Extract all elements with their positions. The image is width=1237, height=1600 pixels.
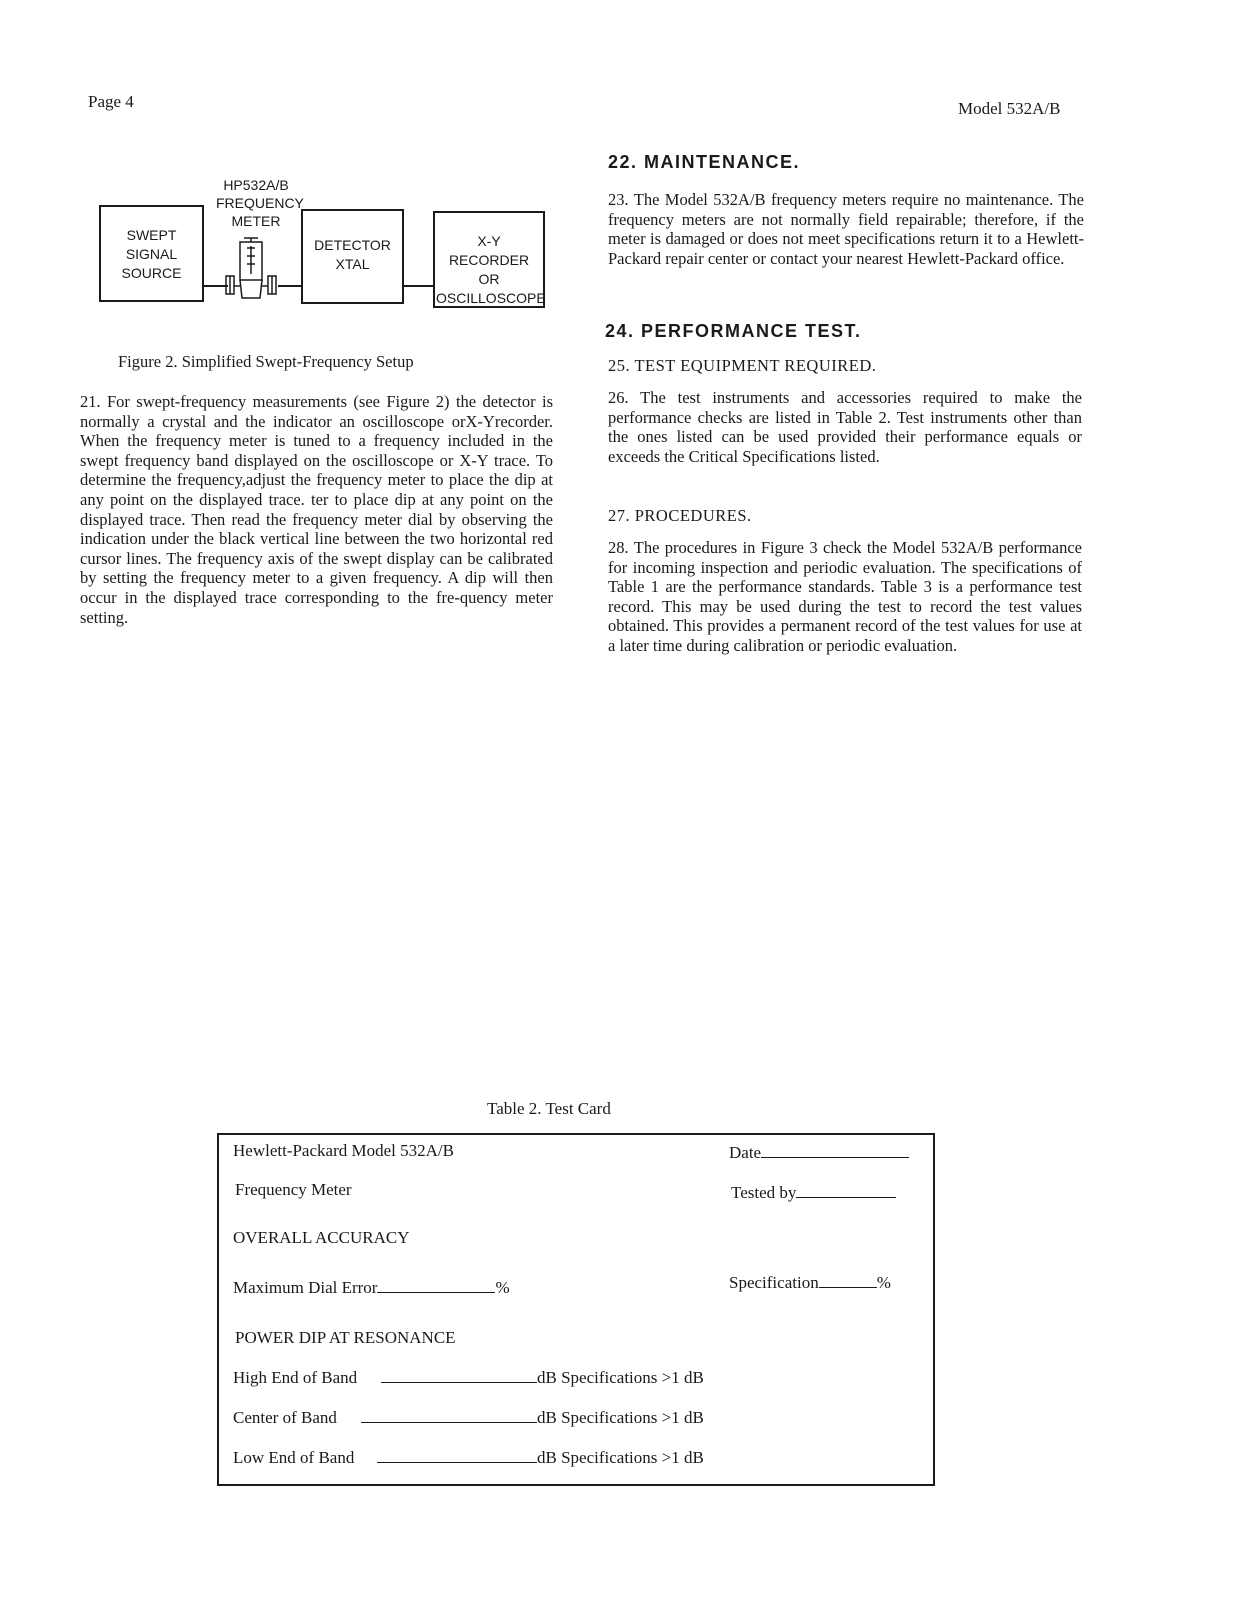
specification-field[interactable] <box>819 1286 877 1288</box>
source-label-line-1: SWEPT <box>126 227 177 243</box>
detector-label-line-2: XTAL <box>335 256 370 272</box>
subhead-test-equipment: 25. TEST EQUIPMENT REQUIRED. <box>608 356 877 375</box>
row-spec: Specifications <box>561 1368 658 1387</box>
date-label: Date <box>729 1143 762 1162</box>
meter-label-line-2: FREQUENCY <box>216 195 304 211</box>
row-unit: dB <box>537 1408 557 1427</box>
source-label-line-2: SIGNAL <box>125 246 178 262</box>
row-label: High End of Band <box>233 1368 358 1387</box>
row-unit: dB <box>537 1368 557 1387</box>
model-header: Model 532A/B <box>958 99 1061 118</box>
row-unit: dB <box>537 1448 557 1467</box>
date-row <box>729 1143 909 1163</box>
power-dip-row <box>233 1408 704 1428</box>
specification-row <box>729 1273 891 1293</box>
max-dial-error-percent: % <box>495 1278 510 1297</box>
card-product-line: Frequency Meter <box>235 1180 352 1199</box>
paragraph-23: 23. The Model 532A/B frequency meters require no maintenance. The frequency meters are not normally field repairable; therefore, if the meter is damaged or does not meet specifications return it to a Hewlett-Packard repair center or contact your nearest Hewlett-Packard office. <box>608 190 1084 268</box>
card-model-line: Hewlett-Packard Model 532A/B <box>233 1141 454 1160</box>
row-spec-value: >1 dB <box>661 1408 704 1427</box>
tested-by-label: Tested by <box>731 1183 797 1202</box>
specification-label: Specification <box>729 1273 819 1292</box>
heading-maintenance: 22. MAINTENANCE. <box>608 152 801 172</box>
row-spec-value: >1 dB <box>661 1368 704 1387</box>
power-dip-row <box>233 1368 704 1388</box>
power-dip-heading: POWER DIP AT RESONANCE <box>235 1328 456 1347</box>
meter-label-line-1: HP532A/B <box>223 177 289 193</box>
row-spec: Specifications <box>561 1408 658 1427</box>
recorder-label-line-3: OSCILLOSCOPE <box>436 290 546 306</box>
overall-accuracy-heading: OVERALL ACCURACY <box>233 1228 410 1247</box>
row-label: Low End of Band <box>233 1448 355 1467</box>
row-field[interactable] <box>381 1381 537 1383</box>
meter-label-line-3: METER <box>231 213 281 229</box>
row-field[interactable] <box>361 1421 537 1423</box>
specification-percent: % <box>876 1273 891 1292</box>
setup-diagram <box>98 176 548 316</box>
tested-by-field[interactable] <box>796 1196 896 1198</box>
date-field[interactable] <box>761 1156 909 1158</box>
row-label: Center of Band <box>233 1408 337 1427</box>
power-dip-row <box>233 1448 704 1468</box>
max-dial-error-row <box>233 1278 510 1298</box>
page-number: Page 4 <box>88 92 134 111</box>
row-field[interactable] <box>377 1461 537 1463</box>
paragraph-26: 26. The test instruments and accessories required to make the performance checks are listed in Table 2. Test instruments other than the ones listed can be used provided their performance equals or exceeds the Critical Specifications listed. <box>608 388 1082 466</box>
tested-by-row <box>731 1183 896 1203</box>
detector-label-line-1: DETECTOR <box>314 237 391 253</box>
frequency-meter-icon <box>226 238 276 298</box>
paragraph-21: 21. For swept-frequency measurements (see Figure 2) the detector is normally a crystal and the indicator an oscilloscope orX-Yrecorder. When the frequency meter is tuned to a frequency included in the swept frequency band displayed on the oscilloscope or X-Y trace. To determine the frequency,adjust the frequency meter to place the dip at any point on the displayed trace. ter to place dip at any point on the displayed trace. Then read the frequency meter dial by observing the indication under the black vertical line between the two horizontal red cursor lines. The frequency axis of the swept display can be calibrated by setting the frequency meter to a given frequency. A dip will then occur in the displayed trace corresponding to the fre-quency meter setting. <box>80 392 553 627</box>
row-spec: Specifications <box>561 1448 658 1467</box>
test-card <box>217 1133 935 1486</box>
max-dial-error-field[interactable] <box>377 1291 495 1293</box>
figure-caption: Figure 2. Simplified Swept-Frequency Setup <box>118 352 414 371</box>
recorder-label-line-1: X-Y RECORDER <box>448 233 530 268</box>
source-label-line-3: SOURCE <box>121 265 182 281</box>
subhead-procedures: 27. PROCEDURES. <box>608 506 752 525</box>
paragraph-28: 28. The procedures in Figure 3 check the Model 532A/B performance for incoming inspection and periodic evaluation. The specifications of Table 1 are the performance standards. Table 3 is a performance test record. This may be used during the test to record the test values obtained. This provides a permanent record of the test values for use at a later time during calibration or periodic evaluation. <box>608 538 1082 655</box>
recorder-label-line-2: OR <box>478 271 500 287</box>
row-spec-value: >1 dB <box>661 1448 704 1467</box>
table-title: Table 2. Test Card <box>487 1099 611 1118</box>
max-dial-error-label: Maximum Dial Error <box>233 1278 378 1297</box>
heading-performance-test: 24. PERFORMANCE TEST. <box>605 321 862 341</box>
